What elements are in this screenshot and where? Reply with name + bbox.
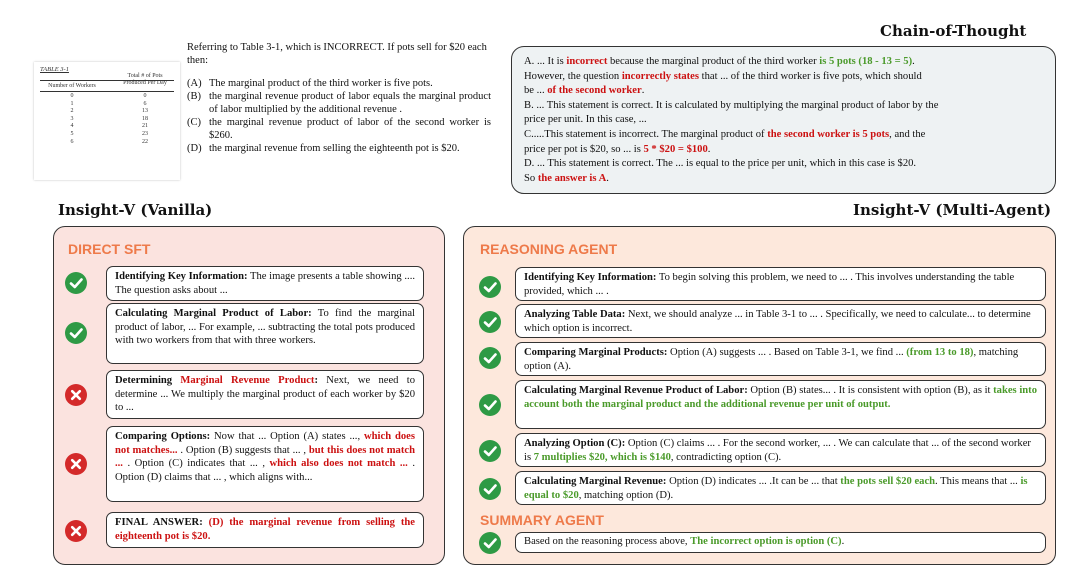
table-col1-header: Number of Workers <box>48 83 96 89</box>
reasoning-step-4: Calculating Marginal Revenue Product of Labor: Option (B) states... . It is consistent with option (B), as it takes into account both the marginal product and the additional revenue per unit of output. <box>515 380 1046 429</box>
cot-line: However, the question incorrectly states that ... of the third worker is five pots, which should <box>524 70 922 82</box>
check-icon <box>479 347 501 369</box>
check-icon <box>479 311 501 333</box>
reasoning-step-6: Calculating Marginal Revenue: Option (D) indicates ... .It can be ... that the pots sell $20 each. This means that ... is equal to $20, matching option (D). <box>515 471 1046 505</box>
check-icon <box>479 276 501 298</box>
question-stem: Referring to Table 3-1, which is INCORRECT. If pots sell for $20 each then: <box>187 42 487 66</box>
table-pots-column: 0 6 13 18 21 23 22 <box>142 93 148 145</box>
table-col2-header: Total # of Pots Produced Per Day <box>123 73 167 86</box>
summary-agent-label: SUMMARY AGENT <box>480 512 604 528</box>
cot-line: be ... of the second worker. <box>524 85 645 97</box>
table-rule <box>40 91 174 92</box>
reasoning-step-2: Analyzing Table Data: Next, we should analyze ... in Table 3-1 to ... . Specifically, we need to calculate... to determine which option is incorrect. <box>515 304 1046 338</box>
check-icon <box>65 272 87 294</box>
check-icon <box>65 322 87 344</box>
summary-step: Based on the reasoning process above, The incorrect option is option (C). <box>515 532 1046 553</box>
cot-line: price per pot is $20, so ... is 5 * $20 = $100. <box>524 143 711 155</box>
cot-box <box>511 46 1056 194</box>
vanilla-step-1: Identifying Key Information: The image presents a table showing .... The question asks about ... <box>106 266 424 301</box>
table-3-1-image <box>34 62 180 180</box>
cross-icon <box>65 520 87 542</box>
check-icon <box>479 440 501 462</box>
check-icon <box>479 478 501 500</box>
cot-line: D. ... This statement is correct. The ... is equal to the price per unit, which in this case is $20. <box>524 158 917 170</box>
reasoning-step-5: Analyzing Option (C): Option (C) claims ... . For the second worker, ... . We can calculate that ... of the second worker is 7 multiplies $20, which is $140, contradicting option (C). <box>515 433 1046 467</box>
table-title: TABLE 3-1 <box>40 66 69 73</box>
question-option-b: (B) the marginal revenue product of labor equals the marginal product of labor multiplied by the additional revenue . <box>187 91 491 115</box>
question-option-a: (A) The marginal product of the third worker is five pots. <box>187 78 433 89</box>
vanilla-title: Insight-V (Vanilla) <box>58 201 213 219</box>
cot-line: B. ... This statement is correct. It is calculated by multiplying the marginal product of labor by the <box>524 99 939 111</box>
cot-line: price per unit. In this case, ... <box>524 114 647 126</box>
cot-title: Chain-of-Thought <box>880 22 1027 40</box>
question-option-c: (C) the marginal revenue product of labor of the second worker is $260. <box>187 117 491 141</box>
question-option-d: (D) the marginal revenue from selling the eighteenth pot is $20. <box>187 143 460 154</box>
reasoning-agent-label: REASONING AGENT <box>480 241 618 257</box>
vanilla-step-4: Comparing Options: Now that ... Option (A) states ..., which does not matches... . Option (B) suggests that ... , but this does not match ... . Option (C) indicates that ... , which also does not match ... . Option (D) claims that ... , which aligns with... <box>106 426 424 502</box>
cross-icon <box>65 384 87 406</box>
table-rule <box>40 80 174 81</box>
cot-line: A. ... It is incorrect because the marginal product of the third worker is 5 pots (18 - 13 = 5). <box>524 56 915 67</box>
check-icon <box>479 394 501 416</box>
vanilla-step-2: Calculating Marginal Product of Labor: To find the marginal product of labor, ... For example, ... subtracting the total pots produced with two workers from that with three workers. <box>106 303 424 364</box>
reasoning-step-3: Comparing Marginal Products: Option (A) suggests ... . Based on Table 3-1, we find ... (from 13 to 18), matching option (A). <box>515 342 1046 376</box>
question <box>187 41 491 155</box>
multi-agent-title: Insight-V (Multi-Agent) <box>853 201 1052 219</box>
cross-icon <box>65 453 87 475</box>
vanilla-final-answer: FINAL ANSWER: (D) the marginal revenue from selling the eighteenth pot is $20. <box>106 512 424 548</box>
check-icon <box>479 532 501 554</box>
direct-sft-label: DIRECT SFT <box>68 241 151 257</box>
reasoning-step-1: Identifying Key Information: To begin solving this problem, we need to ... . This involves understanding the table provided, which ... . <box>515 267 1046 301</box>
cot-line: So the answer is A. <box>524 172 609 184</box>
vanilla-step-3: Determining Marginal Revenue Product: Next, we need to determine ... We multiply the marginal product of each worker by $20 to ... <box>106 370 424 419</box>
table-workers-column: 0 1 2 3 4 5 6 <box>70 93 74 145</box>
cot-line: C.....This statement is incorrect. The marginal product of the second worker is 5 pots, and the <box>524 128 926 140</box>
